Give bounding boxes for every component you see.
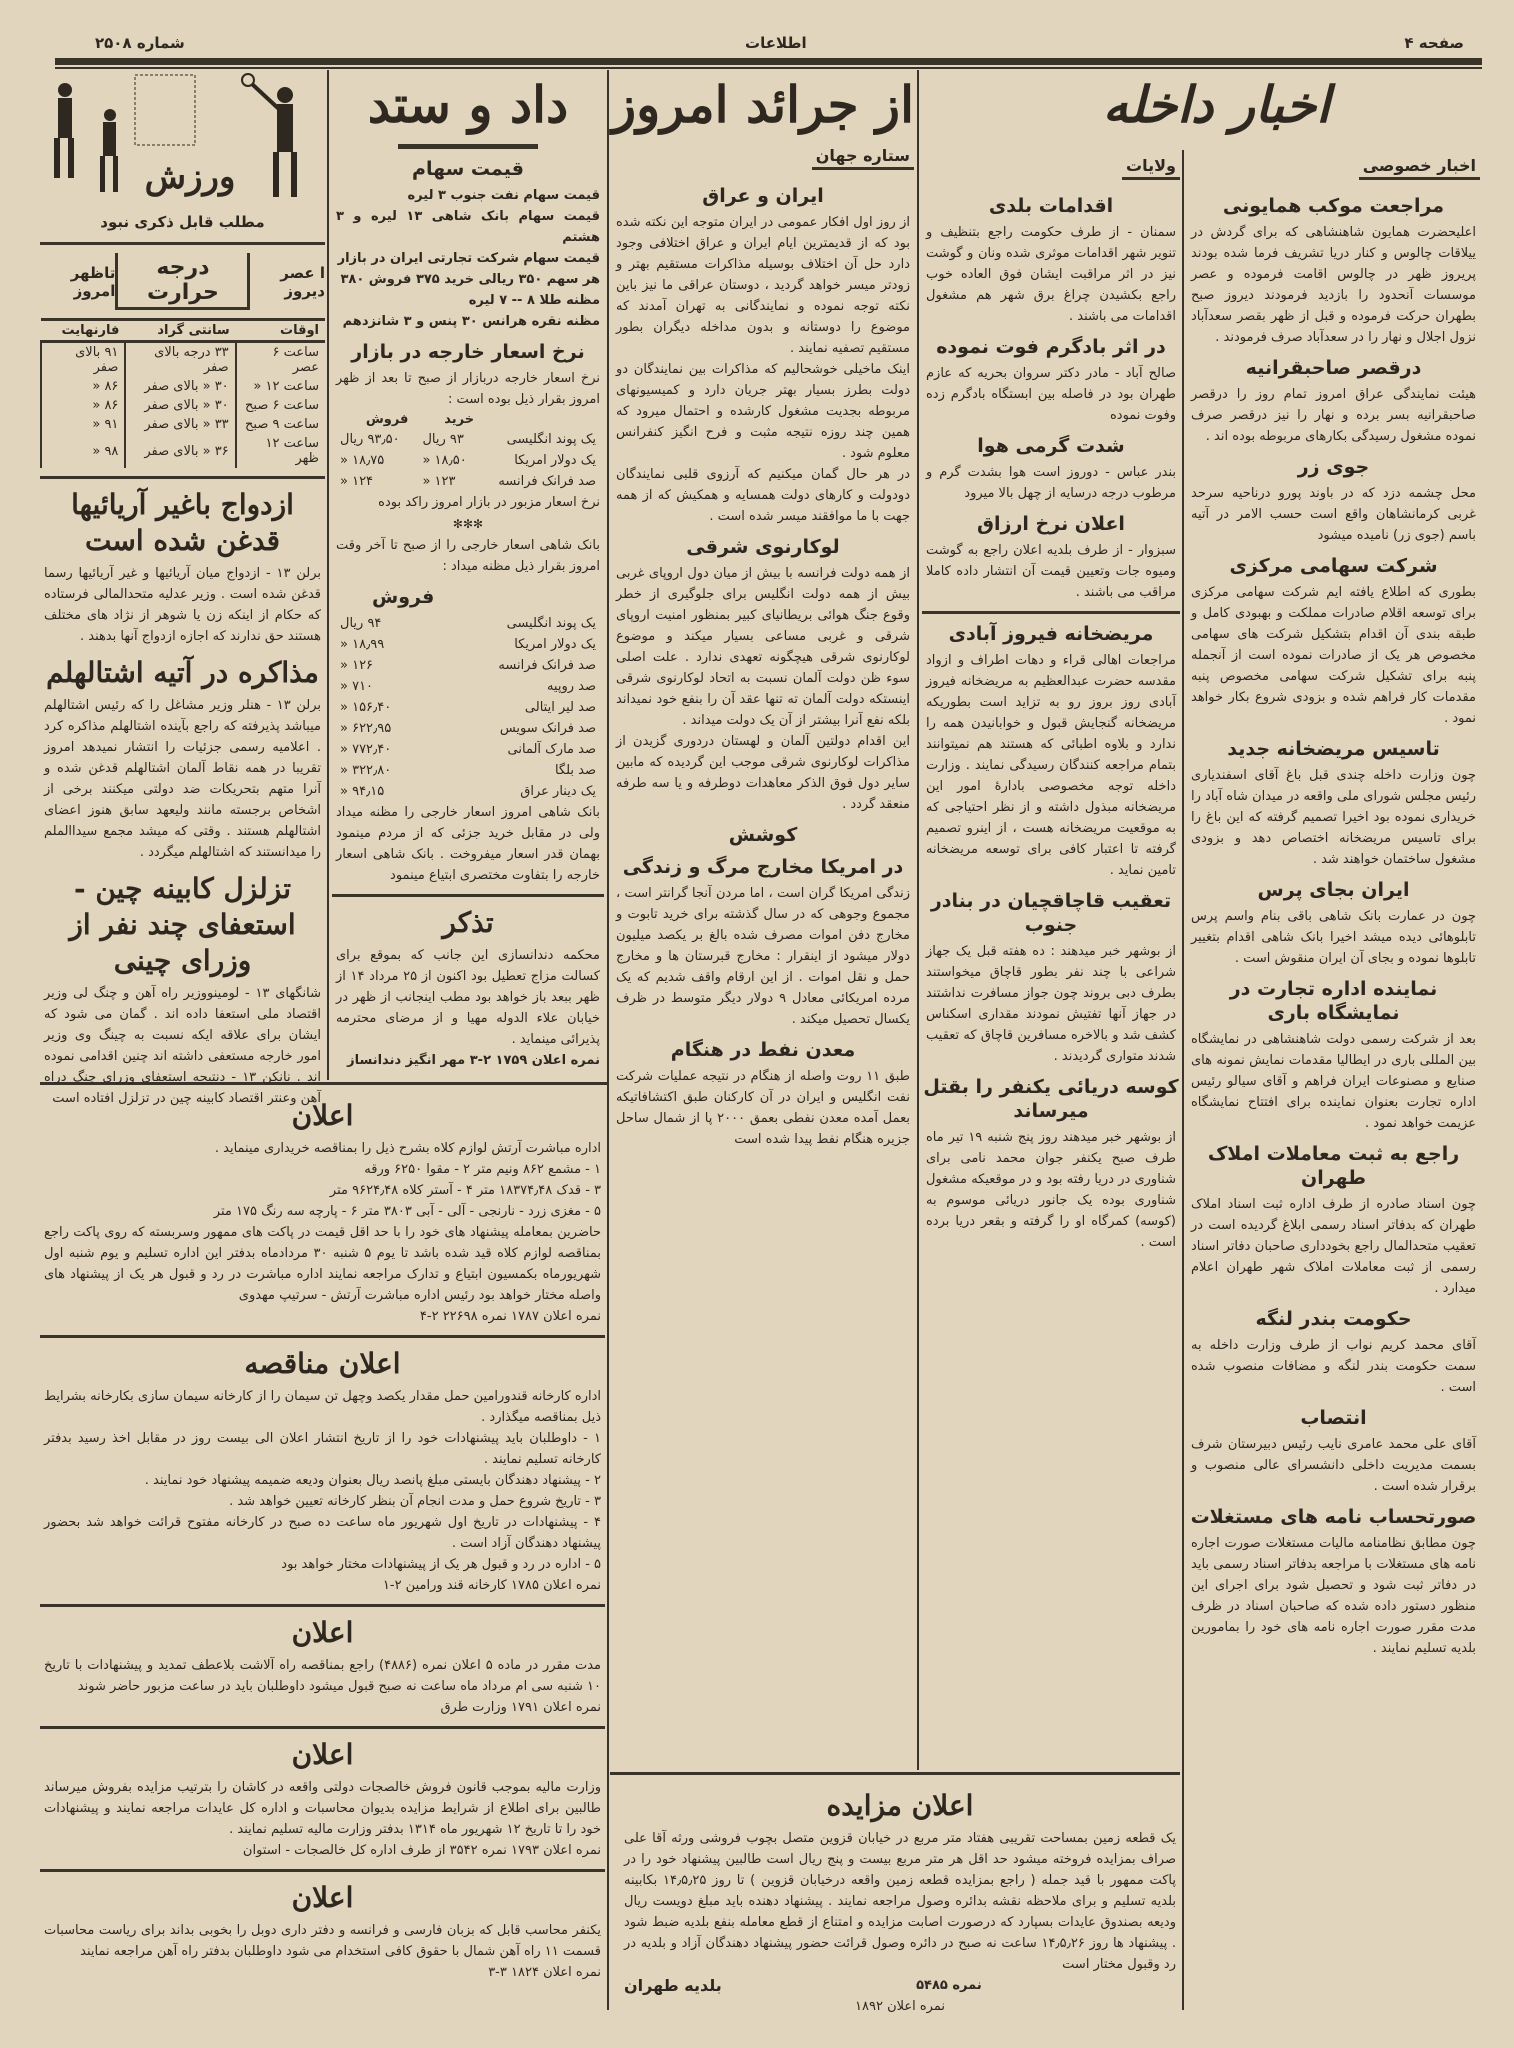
temperature-cell: ساعت ۱۲ ظهر xyxy=(236,434,325,468)
article-paragraph: طبق ۱۱ روت واصله از هنگام در نتیجه عملیات شرکت نفت انگلیس و ایران در آن کارکنان طبق اکتشافاتیکه بعمل آمده معدن نفطی بعمق ۲۰۰۰ پا از شمال ساحل جزیره هنگام نفط پیدا شده است xyxy=(616,1069,910,1147)
ad-title: اعلان مناقصه xyxy=(244,1347,401,1380)
fx-cell: ۱۸٫۷۵ « xyxy=(340,453,385,468)
section-rule xyxy=(40,1604,605,1607)
stock-line: قیمت سهام نفت جنوب ۳ لیره xyxy=(407,188,600,203)
bank-rate-cell: یک دینار عراق xyxy=(520,784,596,799)
section-rule xyxy=(610,1772,1180,1775)
press-title: از جرائد امروز xyxy=(612,75,914,134)
market-column xyxy=(332,70,604,1080)
temperature-cell: ۸۶ « xyxy=(41,377,125,396)
section-rule xyxy=(40,1869,605,1872)
article-headline: در امریکا مخارج مرگ و زندگی xyxy=(622,856,904,878)
ad-paragraph: نمره اعلان ۱۷۹۳ نمره ۳۵۴۲ از طرف اداره کل خالصجات - استوان xyxy=(242,1843,601,1858)
bank-rate-cell: ۹۴٫۱۵ « xyxy=(340,784,385,799)
article-paragraph: برلن ۱۳ - ازدواج میان آریائیها و غیر آریائیها رسما قدغن شده است . وزیر عدلیه متحدالمالی فرستاده که حکام از اینکه زن یا شوهر از نژاد های مختلف هستند حق ندارند که اجازه ازدواج آنها بدهند . xyxy=(44,566,321,644)
article-paragraph: مراجعات اهالی قراء و دهات اطراف و ازواد مقدسه حضرت عبدالعظیم به مریضخانه فیروز آبادی روز بروز رو به تزاید است بطوریکه مریضخانه گنجایش قبول و خوابانیدن همه را ندارد و بلاوه اطبائی که هستند هم نمیتوانند بتمام مراجعه کنندگان رسیدگی نمایند . وزارت داخله توجه مخصوصی بادارهٔ امور این مریضخانه مبذول داشته و از نظر احتیاجی که به موقعیت مریضخانه هست ، از اینرو تصمیم گرفته تا اعتبار کافی برای توسعه مریضخانه تامین نماید . xyxy=(926,653,1176,878)
temperature-row xyxy=(41,434,325,468)
ad-title: اعلان xyxy=(291,1099,354,1132)
ad-paragraph: وزارت مالیه بموجب قانون فروش خالصجات دولتی واقعه در کاشان را بترتیب مزایده بفروش میرساند طالبین برای اطلاع از شرایط مزایده بدیوان محاسبات و اداره کل عایدات مراجعه نمایند و پیشنهادات خود را تا تاریخ ۱۲ شهریور ماه ۱۳۱۴ بدفتر وزارت مالیه تسلیم نمایند . xyxy=(44,1780,601,1837)
page-number: صفحه ۴ xyxy=(1404,34,1464,52)
stocks-title: قیمت سهام xyxy=(412,158,524,180)
fx-cell: ۱۸٫۵۰ « xyxy=(422,453,467,468)
provinces-column xyxy=(922,150,1180,1770)
column-divider xyxy=(607,70,609,2010)
sports-illustration xyxy=(40,70,325,210)
article-paragraph: از همه دولت فرانسه با بیش از میان دول اروپای غربی بیش از همه دولت انگلیس برای جلوگیری از خطر وقوع جنگ هوائی بریطانیای کبیر بمنظور امنیت اروپای شرقی و غربی مساعی بسیار میکند و موضوع لوکارنوی شرقی هیچگونه تعهدی ندارد . علت اصلی سوء ظن دولت آلمان نسبت به اتحاد لوکارنوی شرقی اینستکه دولت آلمان ته تنها عقد آن را بنفع خود نمیداند بلکه نفع آنرا بیشتر از آن یک دولت میداند . xyxy=(616,566,910,728)
newspaper-name: اطلاعات xyxy=(745,34,807,52)
bank-rate-row xyxy=(332,676,604,697)
article-headline: اعلان نرخ ارزاق xyxy=(977,513,1125,535)
ad-paragraph: ۴ - پیشنهادات در تاریخ اول شهریور ماه ساعت ده صبح در کارخانه مفتوح قرائت خواهد شد بحضور پیشنهاد دهندگان آزاد است . xyxy=(44,1515,601,1551)
fx-title: نرخ اسعار خارجه در بازار xyxy=(351,341,585,363)
ad-paragraph: ۳ - قدک ۱۸۳۷۴٫۴۸ متر ۴ - آستر کلاه ۹۶۲۴٫۴۸ متر xyxy=(329,1183,601,1198)
article-paragraph: این اقدام دولتین آلمان و لهستان دردوری گزیدن از مذاکرات لوکارنوی شرقی موجب این گردیده که مابین سایر دول فوق الذکر معاهدات دوطرفه و یا سه طرفه منعقد گردد . xyxy=(616,734,910,812)
bank-rate-cell: صد مارک آلمانی xyxy=(507,742,596,757)
article-paragraph: چون اسناد صادره از طرف اداره ثبت اسناد املاک طهران که بدفاتر اسناد رسمی ابلاغ گردیده است در تعقیب متحدالمال راجع بخودداری صاحبان دفاتر اسناد رسمی از ثبت معاملات املاک شهر طهران اعلام میدارد . xyxy=(1191,1197,1476,1296)
stock-line: قیمت سهام بانک شاهی ۱۳ لیره و ۳ هشتم xyxy=(336,209,601,245)
bank-rate-cell: ۷۷۲٫۴۰ « xyxy=(340,742,392,757)
notice-text: محکمه دندانسازی این جانب که بموقع برای کسالت مزاج تعطیل بود اکنون از ۲۵ مرداد ۱۴ از ظهر ببعد باز خواهد بود مطب اینجانب از ظهر در خیابان علاء الدوله مهیا و از مرضای محترمه پذیرائی مینماید . xyxy=(336,948,600,1047)
fx-buy-header: خرید xyxy=(444,412,475,427)
article-paragraph: اینک ماخیلی خوشحالیم که مذاکرات بین نمایندگان دو دولت بطرز بسیار بهتر جریان دارد و کمیسیونهای مربوطه بجدیت مشغول کارشده و احتمال میرود که همین چند روزه نتیجه مثبت و فرح انگیز کنفرانس معلوم شود . xyxy=(616,362,910,461)
temperature-cell: ساعت ۹ صبح xyxy=(236,415,325,434)
divider-stars: ✻✻✻ xyxy=(452,517,484,531)
article-paragraph: بعد از شرکت رسمی دولت شاهنشاهی در نمایشگاه بین المللی باری در ایطالیا مقدمات نمایش نمونه های صنایع و مصنوعات ایران فراهم و آقای سیالو رئیس اداره تجارت بعنوان نماینده برای افتتاح نمایشگاه عزیمت خواهد نمود . xyxy=(1191,1032,1476,1131)
bank-rate-cell: صد روپیه xyxy=(546,679,596,694)
temperature-cell: ۹۱ بالای صفر xyxy=(41,342,125,378)
bank-rate-cell: ۳۲۲٫۸۰ « xyxy=(340,763,392,778)
auction-number: نمره ۵۴۸۵ xyxy=(916,1978,982,1993)
temperature-cell: ۳۰ « بالای صفر xyxy=(125,377,235,396)
ad-title: اعلان xyxy=(291,1738,354,1771)
article-paragraph: بطوری که اطلاع یافته ایم شرکت سهامی مرکزی برای توسعه اقلام صادرات مملکت و بهبودی کامل و طبقه بندی آن اقدام بتشکیل شرکت های سهامی مخصوص هر یک از صادرات نموده است از آنجمله پنبه برای تشکیل شرکت سهامی مخصوص پنبه مقدمات کار فراهم شده و بزودی شروع بکار خواهد نمود . xyxy=(1191,585,1476,726)
fx-row xyxy=(332,429,604,450)
ad-paragraph: نمره اعلان ۱۷۸۵ کارخانه قند ورامین ۲-۱ xyxy=(382,1578,601,1593)
provinces-section: ولایات xyxy=(1122,156,1180,180)
bank-sell-header: فروش xyxy=(372,586,435,608)
fx-cell: ۹۳٫۵۰ ریال xyxy=(340,432,400,447)
article-headline: تزلزل کابینه چین - استعفای چند نفر از وزرای چینی xyxy=(69,872,296,977)
temperature-row xyxy=(41,342,325,378)
ad-paragraph: ۵ - مغزی زرد - نارنجی - آلی - آبی ۳۸۰۳ متر ۶ - پارچه سه رنگ ۱۷۵ متر xyxy=(213,1204,601,1219)
ad-paragraph: ۵ - اداره در رد و قبول هر یک از پیشنهادات مختار خواهد بود xyxy=(281,1557,601,1572)
temperature-cell: ساعت ۶ صبح xyxy=(236,396,325,415)
temperature-cell: ۳۰ « بالای صفر xyxy=(125,396,235,415)
auction-text: یک قطعه زمین بمساحت تقریبی هفتاد متر مربع در خیابان قزوین متصل بچوب فروشی ورثه آقا علی صراف بمزایده فروخته میشود حد اقل هر متر مربع بیست و پنج ریال است طالبین پیشنهاد خود را در پاکت ممهور با قید جمله ( راجع بمزایده قطعه زمین واقعه درخیابان قزوین ) تا روز ۱۴٫۵٫۲۵ بکابینه بلدیه تسلیم و برای ملاحظه نقشه بدائره وصول مراجعه نمایند . پیشنهاد دهنده باید مبلغ دویست ریال ودیعه بصندوق عایدات بسپارد که درصورت اصابت مزایده و امتناع از قطع معامله بنفع بلدیه ضبط شود . پیشنهاد ها روز ۱۴٫۵٫۲۶ ساعت نه صبح در دائره وصول قرائت حضور پیشنهاد دهندگان آزاد و بلدیه در رد وقبول مختار است xyxy=(624,1831,1176,1972)
stock-line: هر سهم ۳۵۰ ریالی خرید ۳۷۵ فروش ۳۸۰ xyxy=(340,272,600,287)
domestic-header xyxy=(920,70,1480,150)
notice-title: تذکر xyxy=(442,906,494,939)
ad-title: اعلان xyxy=(291,1616,354,1649)
article-headline: ازدواج باغیر آریائیها قدغن شده است xyxy=(71,488,294,557)
sports-note: مطلب قابل ذکری نبود xyxy=(100,213,265,231)
section-rule xyxy=(40,1335,605,1338)
auction-signature: بلدیه طهران xyxy=(624,1976,722,1995)
bank-rate-cell: ۶۲۲٫۹۵ « xyxy=(340,721,392,736)
bank-rate-cell: صد فرانک سویس xyxy=(499,721,596,736)
article-paragraph: سبزوار - از طرف بلدیه اعلان راجع به گوشت ومیوه جات وتعیین قیمت آن انتشار داده کاملا مراقب می باشند . xyxy=(926,543,1176,600)
ad-title: اعلان xyxy=(291,1881,354,1914)
fx-cell: صد فرانک فرانسه xyxy=(498,474,596,489)
fx-cell: یک دولار امریکا xyxy=(514,453,596,468)
article-headline: جوی زر xyxy=(1297,456,1370,478)
article-paragraph: محل چشمه دزد که در باوند پورو درناحیه سرحد غربی کرمانشاهان واقع است حسب الامر در آتیه باسم (جوی زر) نامیده میشود xyxy=(1191,486,1476,543)
bank-rate-row xyxy=(332,760,604,781)
stock-line: مظنه نقره هرانس ۳۰ پنس و ۳ شانزدهم xyxy=(342,314,600,329)
bank-rate-cell: صد فرانک فرانسه xyxy=(498,658,596,673)
bank-rate-cell: ۹۴ ریال xyxy=(340,616,382,631)
ad-paragraph: یکنفر محاسب قابل که بزبان فارسی و فرانسه و دفتر داری دوبل را بخوبی بداند برای ریاست محاسبات قسمت ۱۱ راه آهن شمال با حقوق کافی استخدام می شود داوطلبان بدفتر راه آهن مراجعه نمایند xyxy=(44,1923,601,1959)
article-headline: ایران بجای پرس xyxy=(1257,879,1410,901)
press-column xyxy=(612,70,914,1770)
ad-paragraph: نمره اعلان ۱۸۲۴ ۳-۳ xyxy=(488,1965,601,1980)
temp-to: تاظهر امروز xyxy=(70,263,116,300)
article-headline: حکومت بندر لنگه xyxy=(1255,1308,1412,1330)
auction-ad-number: نمره اعلان ۱۸۹۲ xyxy=(855,1999,945,2014)
bank-rate-row xyxy=(332,634,604,655)
article-paragraph: از بوشهر خبر میدهند روز پنج شنبه ۱۹ تیر ماه طرف صبح یکنفر جوان محمد نامی برای شناوری در دریا رفته بود و در موقعیکه مشغول شناوری بوده یک جانور دریائی موسوم به (کوسه) کمرگاه او را گرفته و بقعر دریا برده است . xyxy=(926,1130,1176,1250)
fx-note: نرخ اسعار مزبور در بازار امروز راکد بوده xyxy=(378,495,600,510)
bank-rates-table xyxy=(332,613,604,802)
article-paragraph: شانگهای ۱۳ - لومینووزیر راه آهن و چنگ لی وزیر اقتصاد ملی استعفا داده اند . گمان می شود که ایشان برای علاقه ایکه نسبت به چینگ وی وزیر امور خارجه مستعفی داشته اند چنین اقدامی نموده اند . نانکن ۱۳ - دنتیجه استعفای وزرای چنگ دراه آهن وعنتر اقتصاد کابینه چین در تزلزل افتاده است xyxy=(44,986,321,1106)
article-paragraph: صالح آباد - مادر دکتر سروان بحریه که عازم طهران بود در فاصله بین ابستگاه بادگرم زده وفوت نموده xyxy=(926,366,1176,423)
private-news-column xyxy=(1187,150,1480,2010)
bank-rate-cell: صد بلگا xyxy=(554,763,596,778)
article-headline: مراجعت موکب همایونی xyxy=(1222,195,1445,217)
fx-row xyxy=(332,471,604,492)
bank-rate-row xyxy=(332,613,604,634)
ad-paragraph: حاضرین بمعامله پیشنهاد های خود را با حد اقل قیمت در پاکت های ممهور وسربسته که روی پاکت راجع بمناقصه لوازم کلاه قید شده باشد تا یوم ۵ شنبه ۳۰ مردادماه بدفتر این اداره تسلیم و یوم شنبه اول شهریورماه بکمسیون ابتیاع و تدارک مراجعه نمایند اداره مباشرت در رد و قبول هر یک از پیشنهاد های واصله مختار خواهد بود رئیس اداره مباشرت آرتش - سرتیپ مهدوی xyxy=(44,1225,601,1303)
issue-number: شماره ۲۵۰۸ xyxy=(95,34,185,52)
article-headline: راجع به ثبت معاملات املاک طهران xyxy=(1207,1143,1460,1189)
masthead-rule xyxy=(55,58,1482,67)
article-headline: مریضخانه فیروز آبادی xyxy=(948,623,1154,645)
temp-col-header: اوقات xyxy=(236,320,325,342)
ad-paragraph: ۲ - پیشنهاد دهندگان بایستی مبلغ پانصد ریال بعنوان ودیعه ضمیمه پیشنهاد خود نمایند . xyxy=(144,1473,601,1488)
ad-paragraph: ۳ - تاریخ شروع حمل و مدت انجام آن بنظر کارخانه تعیین خواهد شد . xyxy=(229,1494,601,1509)
temperature-row xyxy=(41,415,325,434)
article-paragraph: چون مطابق نظامنامه مالیات مستغلات صورت اجاره نامه های مستغلات با مراجعه بدفاتر اسناد رسمی باید در دفاتر ثبت شود و تحصیل شود برای اجرای این منظور دستور داده شده که صاحبان اسناد در ظرف مدت مقرر صورت اجاره نامه های خود را بمامورین بلدیه تسلیم نمایند . xyxy=(1191,1536,1476,1656)
temperature-cell: ۹۱ « xyxy=(41,415,125,434)
bank-rate-cell: ۷۱۰ « xyxy=(340,679,374,694)
article-paragraph: از روز اول افکار عمومی در ایران متوجه این نکته شده بود که از قدیمترین ایام ایران و عراق اختلافی وجود دارد حل آن اختلاف بوسیله مذاکرات مستقیم بهتر و زودتر میسر خواهد گردید ، دوستان عراقی ما نیز باین نکته توجه نموده و نمایندگانی به تهران آمدند که موضوع را دوستانه و بدون مداخله دیگران بطور مستقیم تصفیه نمایند . xyxy=(616,215,910,356)
market-title: داد و ستد xyxy=(367,75,569,134)
article-headline: نماینده اداره تجارت در نمایشگاه باری xyxy=(1229,978,1438,1024)
notice-footer: نمره اعلان ۱۷۵۹ ۲-۳ مهر انگیز دندانساز xyxy=(347,1053,600,1068)
ad-paragraph: نمره اعلان ۱۷۹۱ وزارت طرق xyxy=(440,1700,601,1715)
fx-sell-header: فروش xyxy=(365,412,409,427)
article-headline: درقصر صاحبقرانیه xyxy=(1245,357,1422,379)
fx-cell: یک پوند انگلیسی xyxy=(506,432,596,447)
bank-rate-row xyxy=(332,781,604,802)
column-divider xyxy=(917,70,919,1770)
article-paragraph: چون در عمارت بانک شاهی باقی بنام واسم پرس تابلوهائی دیده میشد اخیرا بانک شاهی اقدام بتغییر تابلوها نموده و بجای آن ایران منقوش است . xyxy=(1191,909,1476,966)
ad-paragraph: اداره مباشرت آرتش لوازم کلاه بشرح ذیل را بمناقصه خریداری مینماید . xyxy=(214,1141,601,1156)
bank-rate-row xyxy=(332,655,604,676)
article-headline: شرکت سهامی مرکزی xyxy=(1229,555,1438,577)
article-headline: کوسه دریائی یکنفر را بقتل میرساند xyxy=(923,1076,1179,1122)
column-divider xyxy=(1182,150,1184,2010)
bank-rate-row xyxy=(332,718,604,739)
temperature-cell: ساعت ۱۲ « xyxy=(236,377,325,396)
article-headline: لوکارنوی شرقی xyxy=(686,536,840,558)
ads-column xyxy=(40,1090,605,2010)
article-paragraph: از بوشهر خبر میدهند : ده هفته قبل یک جهاز شراعی با چند نفر بطور قاچاق میخواستند بطرف دبی بروند چون جواز مسافرت نداشتند در جهاز آنها تفتیش نمودند مقداری اسکناس کشف شد و بالاخره مسافرین قاچاق که تعقیب شدند متواری گردیدند . xyxy=(926,944,1176,1064)
fx-cell: ۱۲۴ « xyxy=(340,474,374,489)
article-paragraph: در هر حال گمان میکنیم که آرزوی قلبی نمایندگان دودولت و کارهای دولت همسایه و همکیش که از همه جهت با ما موافقند میسر شده است . xyxy=(616,467,910,524)
article-headline: شدت گرمی هوا xyxy=(977,435,1125,457)
article-paragraph: بندر عباس - دوروز است هوا بشدت گرم و مرطوب درجه درسایه از چهل بالا میرود xyxy=(926,465,1176,501)
article-paragraph: اعلیحضرت همایون شاهنشاهی که برای گردش در ییلاقات چالوس و کنار دریا تشریف فرما شده بودند پریروز ظهر در چالوس اقامت فرموده و عصر موسسات آنحدود را بازدید فرمودند دیروز صبح بطهران حرکت فرموده و قبل از ظهر بقصر سعدآباد نزول اجلال و نهار را در سعدآباد صرف فرمودند . xyxy=(1191,225,1476,345)
section-rule xyxy=(40,1726,605,1729)
article-paragraph: زندگی امریکا گران است ، اما مردن آنجا گرانتر است ، مجموع وجوهی که در سال گذشته برای خرید تابوت و مخارج دفن اموات مصرف شده بالغ بر یکصد میلیون دولار میشود از اینقرار : مخارج قبرستان ها و مخارج حمل و نقل اموات . از این ارقام واقف شدیم که یک مرده امریکائی معادل ۹ دولار دیگر متوسط در ظرف یکسال تحصیل میکند . xyxy=(616,886,911,1027)
temperature-cell: ۳۳ « بالای صفر xyxy=(125,415,235,434)
bank-rate-cell: صد لیر ایتالی xyxy=(524,700,596,715)
article-headline: مذاکره در آتیه اشتالهلم xyxy=(46,656,319,689)
article-headline: تاسیس مریضخانه جدید xyxy=(1227,738,1440,760)
domestic-title: اخبار داخله xyxy=(1102,75,1330,134)
article-headline: معدن نفط در هنگام xyxy=(670,1039,856,1061)
bank-rate-cell: یک پوند انگلیسی xyxy=(506,616,596,631)
article-paragraph: آقای محمد کریم نواب از طرف وزارت داخله به سمت حکومت بندر لنگه و مضافات منصوب شده است . xyxy=(1191,1338,1476,1395)
temperature-cell: ۳۳ درجه بالای صفر xyxy=(125,342,235,378)
bank-rate-row xyxy=(332,739,604,760)
temperature-cell: ۹۸ « xyxy=(41,434,125,468)
temperature-row xyxy=(41,396,325,415)
article-paragraph: برلن ۱۳ - هنلر وزیر مشاغل را که رئیس اشتالهلم میباشد پذیرفته که راجع بآینده اشتالهلم مذاکره کرد . اعلامیه رسمی جزئیات را انتشار نمیدهد امروز تقریبا در همه نقاط آلمان اشتالهلم قدغن شده و آنرا متهم بتحریکات ضد دولتی میکنند برخی از اشخاص برجسته مانند ولیعهد سابق هنوز اعضای اشتالهلم هستند . وقتی که میشد مجمع سیداالملم را میدانستند که اشتالهلم میگردد . xyxy=(44,698,321,860)
sports-title: ورزش xyxy=(144,157,236,197)
temperature-cell: ۸۶ « xyxy=(41,396,125,415)
bank-note: بانک شاهی امروز اسعار خارجی را مظنه میداد ولی در مقابل خرید جزئی که از مردم مینمود بهمان قدر اسعار میفروخت . بانک شاهی اسعار خارجه را بتفاوت مختصری ابتیاع مینمود xyxy=(336,805,600,883)
article-paragraph: هیئت نمایندگی عراق امروز تمام روز را درقصر صاحبقرانیه بسر برده و نهار را نیز درقصر صرف نموده مشغول رسیدگی بکارهای مربوطه بوده اند . xyxy=(1191,387,1476,444)
ad-paragraph: اداره کارخانه قندورامین حمل مقدار یکصد وچهل تن سیمان را از کارخانه سیمان سازی بکارخانه بشرایط ذیل بمناقصه میگذارد . xyxy=(44,1389,601,1425)
fx-row xyxy=(332,450,604,471)
article-paragraph: چون وزارت داخله چندی قبل باغ آقای اسفندیاری رئیس مجلس شورای ملی واقعه در میدان شاه آباد را خریداری نموده بود اخیرا تصمیم گرفته که این باغ را برای تاسیس مریضخانه اختصاص دهد و بزودی مشغول ساختمان خواهند شد . xyxy=(1191,768,1476,867)
temperature-row xyxy=(41,377,325,396)
article-headline: انتصاب xyxy=(1300,1407,1367,1429)
bank-rate-cell: ۱۵۶٫۴۰ « xyxy=(340,700,392,715)
fx-intro: نرخ اسعار خارجه دربازار از صبح تا بعد از ظهر امروز بقرار ذیل بوده است : xyxy=(336,371,600,407)
article-headline: اقدامات بلدی xyxy=(988,195,1114,217)
temp-col-header: فارنهایت xyxy=(41,320,125,342)
article-headline: ایران و عراق xyxy=(702,185,824,207)
article-headline: در اثر بادگرم فوت نموده xyxy=(936,336,1166,358)
ad-paragraph: ۱ - مشمع ۸۶۲ ونیم متر ۲ - مقوا ۶۲۵۰ ورقه xyxy=(364,1162,601,1177)
article-headline: صورتحساب نامه های مستغلات xyxy=(1190,1506,1477,1528)
temperature-cell: ۳۶ « بالای صفر xyxy=(125,434,235,468)
temperature-header xyxy=(40,253,325,310)
column-divider xyxy=(327,70,329,1080)
athletes-icon xyxy=(40,70,325,210)
temp-title: درجه حرارت xyxy=(115,253,250,310)
article-headline: کوشش xyxy=(728,824,798,846)
auction-title: اعلان مزایده xyxy=(826,1789,974,1822)
article-paragraph: آقای علی محمد عامری نایب رئیس دبیرستان شرف بسمت مدیریت داخلی دانشسرای عالی منصوب و برقرار شده است . xyxy=(1191,1437,1476,1494)
stock-line: قیمت سهام شرکت تجارتی ایران در بازار xyxy=(337,251,600,266)
article-paragraph: سمنان - از طرف حکومت راجع بتنظیف و تنویر شهر اقدامات موثری شده ونان و گوشت نیز در اثر مراقبت ایشان فوق العاده خوب راجع بکشیدن چراغ برق شهر هم مشغول اقدامات می باشند . xyxy=(926,225,1176,324)
bank-rate-cell: یک دولار امریکا xyxy=(514,637,596,652)
temperature-table xyxy=(40,318,325,468)
ad-paragraph: نمره اعلان ۱۷۸۷ نمره ۲۲۶۹۸ ۲-۴ xyxy=(419,1309,601,1324)
sports-column xyxy=(40,70,325,1106)
fx-table xyxy=(332,410,604,492)
section-rule xyxy=(922,611,1180,614)
ad-paragraph: ۱ - داوطلبان باید پیشنهادات خود را از تاریخ انتشار اعلان الی بیست روز در مقابل اخذ رسید بدفتر کارخانه تسلیم نمایند . xyxy=(44,1431,601,1467)
stock-line: مظنه طلا ۸ -- ۷ لیره xyxy=(468,293,600,308)
bank-rate-cell: ۱۲۶ « xyxy=(340,658,374,673)
ad-paragraph: مدت مقرر در ماده ۵ اعلان نمره (۴۸۸۶) راجع بمناقصه راه آلاشت بلاعطف تمدید و پیشنهادات با تاریخ ۱۰ شنبه سی ام مرداد ماه ساعت نه صبح قبول میشود داوطلبان باید در ساعت مزبور حاضر شوند xyxy=(44,1658,601,1694)
temp-col-header: سانتی گراد xyxy=(125,320,235,342)
bank-rate-cell: ۱۸٫۹۹ « xyxy=(340,637,385,652)
temp-from: ا عصر دیروز xyxy=(280,263,325,300)
article-headline: تعقیب قاچاقچیان در بنادر جنوب xyxy=(930,890,1172,936)
press-section: ستاره جهان xyxy=(812,146,914,170)
fx-cell: ۱۲۳ « xyxy=(422,474,456,489)
bank-intro: بانک شاهی اسعار خارجی را از صبح تا آخر وقت امروز بقرار ذیل مظنه میداد : xyxy=(336,538,600,574)
bank-rate-row xyxy=(332,697,604,718)
temperature-cell: ساعت ۶ عصر xyxy=(236,342,325,378)
fx-cell: ۹۳ ریال xyxy=(422,432,464,447)
auction-notice xyxy=(620,1780,1180,2014)
private-section: اخبار خصوصی xyxy=(1359,156,1480,180)
